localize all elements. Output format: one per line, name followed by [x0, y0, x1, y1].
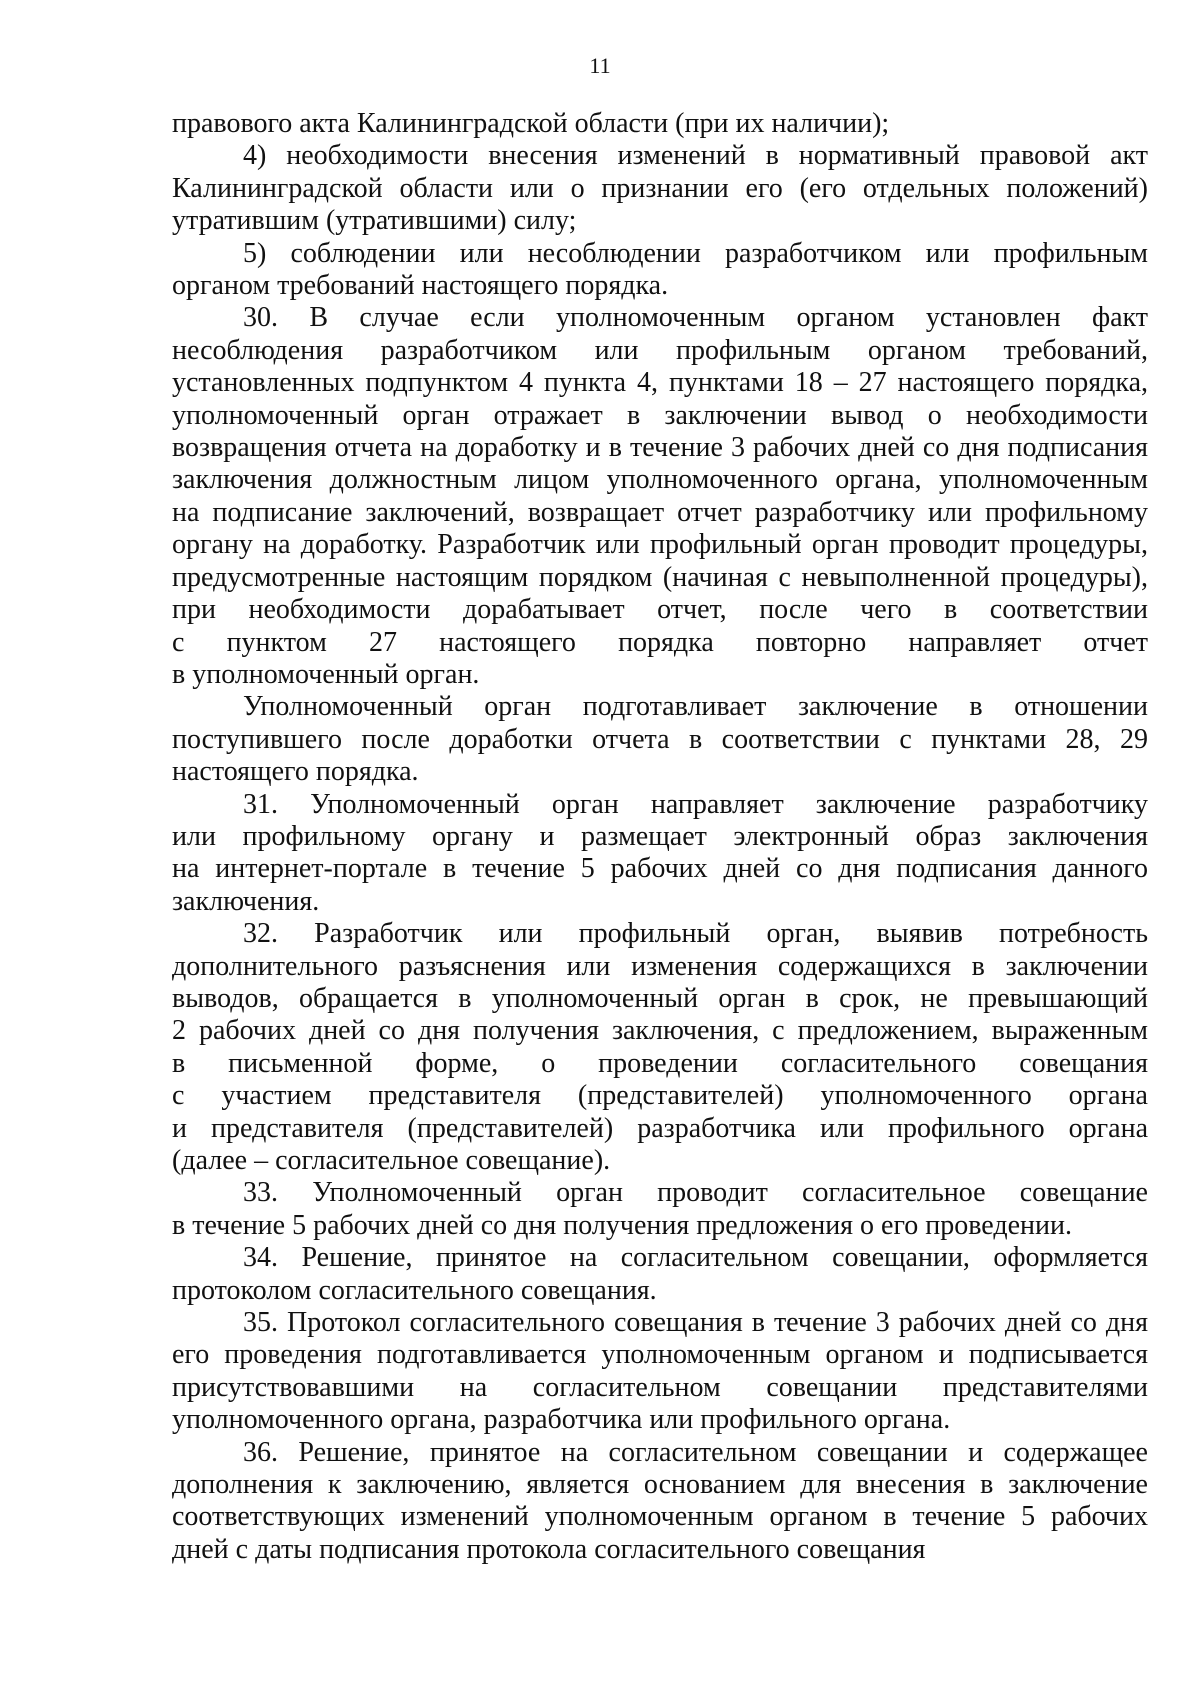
text-line: 31. Уполномоченный орган направляет заключение разработчику — [243, 788, 1148, 820]
paragraph — [172, 108, 1148, 140]
text-line: органу на доработку. Разработчик или профильный орган проводит процедуры, — [172, 529, 1148, 561]
text-line: уполномоченного органа, разработчика или профильного органа. — [172, 1404, 951, 1436]
text-line: утратившим (утратившими) силу; — [172, 205, 577, 237]
text-line: предусмотренные настоящим порядком (начиная с невыполненной процедуры), — [172, 561, 1148, 593]
text-line: 33. Уполномоченный орган проводит согласительное совещание — [243, 1177, 1148, 1209]
text-line: 36. Решение, принятое на согласительном совещании и содержащее — [243, 1436, 1148, 1468]
text-line: возвращения отчета на доработку и в течение 3 рабочих дней со дня подписания — [172, 432, 1148, 464]
text-line: выводов, обращается в уполномоченный орган в срок, не превышающий — [172, 982, 1148, 1014]
text-line: несоблюдения разработчиком или профильным органом требований, — [172, 334, 1148, 366]
text-line: с участием представителя (представителей) уполномоченного органа — [172, 1080, 1148, 1112]
text-line: на подписание заключений, возвращает отчет разработчику или профильному — [172, 496, 1148, 528]
paragraph — [172, 1242, 1148, 1307]
text-line: с пунктом 27 настоящего порядка повторно направляет отчет — [172, 626, 1148, 658]
text-line: правового акта Калининградской области (при их наличии); — [172, 108, 890, 139]
text-line: (далее – согласительное совещание). — [172, 1145, 611, 1176]
text-line: в уполномоченный орган. — [172, 658, 480, 690]
text-line: присутствовавшими на согласительном совещании представителями — [172, 1371, 1148, 1403]
page-number: 11 — [589, 53, 611, 78]
paragraph — [172, 918, 1148, 1177]
paragraph — [172, 302, 1148, 691]
text-line: на интернет-портале в течение 5 рабочих дней со дня подписания данного — [172, 853, 1148, 885]
text-line: заключения должностным лицом уполномоченного органа, уполномоченным — [172, 464, 1148, 496]
text-line: поступившего после доработки отчета в соответствии с пунктами 28, 29 — [172, 723, 1148, 755]
text-line: или профильному органу и размещает электронный образ заключения — [172, 820, 1148, 852]
text-line: Калининградской области или о признании его (его отдельных положений) — [172, 172, 1148, 204]
text-line: и представителя (представителей) разработчика или профильного органа — [172, 1112, 1148, 1144]
document-body — [172, 108, 1148, 1566]
text-line: органом требований настоящего порядка. — [172, 270, 669, 302]
text-line: в течение 5 рабочих дней со дня получения предложения о его проведении. — [172, 1209, 1072, 1241]
text-line: при необходимости дорабатывает отчет, после чего в соответствии — [172, 594, 1148, 626]
paragraph — [172, 789, 1148, 919]
text-line: 5) соблюдении или несоблюдении разработчиком или профильным — [243, 237, 1148, 269]
text-line: 30. В случае если уполномоченным органом установлен факт — [243, 302, 1148, 334]
text-line: 4) необходимости внесения изменений в нормативный правовой акт — [243, 140, 1148, 172]
text-line: 32. Разработчик или профильный орган, выявив потребность — [243, 918, 1148, 950]
text-line: 34. Решение, принятое на согласительном совещании, оформляется — [243, 1242, 1148, 1274]
paragraph — [172, 140, 1148, 237]
paragraph — [172, 691, 1148, 788]
text-line: его проведения подготавливается уполномоченным органом и подписывается — [172, 1339, 1148, 1371]
text-line: дней с даты подписания протокола согласительного совещания — [172, 1533, 926, 1565]
text-line: соответствующих изменений уполномоченным органом в течение 5 рабочих — [172, 1501, 1148, 1533]
paragraph — [172, 238, 1148, 303]
text-line: уполномоченный орган отражает в заключении вывод о необходимости — [172, 399, 1148, 431]
text-line: протоколом согласительного совещания. — [172, 1274, 657, 1306]
text-line: в письменной форме, о проведении согласительного совещания — [172, 1047, 1148, 1079]
text-line: дополнения к заключению, является основанием для внесения в заключение — [172, 1469, 1148, 1501]
text-line: установленных подпунктом 4 пункта 4, пунктами 18 – 27 настоящего порядка, — [172, 367, 1148, 399]
text-line: 35. Протокол согласительного совещания в течение 3 рабочих дней со дня — [243, 1307, 1148, 1339]
text-line: заключения. — [172, 885, 320, 917]
paragraph — [172, 1437, 1148, 1567]
text-line: 2 рабочих дней со дня получения заключения, с предложением, выраженным — [172, 1015, 1148, 1047]
paragraph — [172, 1307, 1148, 1437]
paragraph — [172, 1177, 1148, 1242]
text-line: дополнительного разъяснения или изменения содержащихся в заключении — [172, 950, 1148, 982]
text-line: настоящего порядка. — [172, 756, 419, 788]
text-line: Уполномоченный орган подготавливает заключение в отношении — [243, 691, 1148, 723]
